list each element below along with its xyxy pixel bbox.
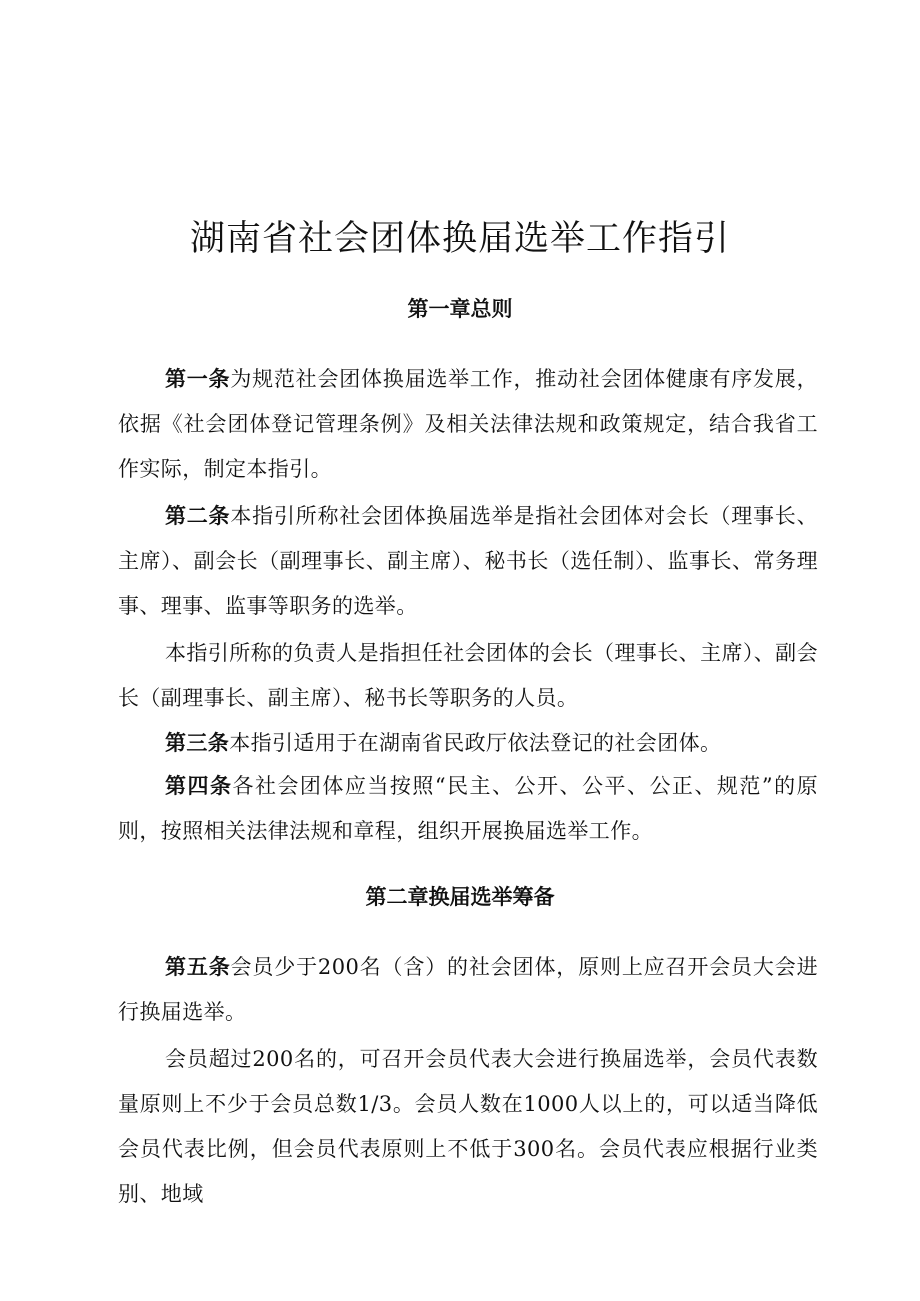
article-text: 会员超过200名的，可召开会员代表大会进行换届选举，会员代表数量原则上不少于会员总数1/3。会员人数在1000人以上的，可以适当降低会员代表比例，但会员代表原则上不低于300名。会员代表应根据行业类别、地域 bbox=[118, 1047, 818, 1206]
article-label: 第二条 bbox=[165, 504, 231, 528]
article-paragraph bbox=[118, 1037, 818, 1217]
article-text: 本指引所称的负责人是指担任社会团体的会长（理事长、主席）、副会长（副理事长、副主席）、秘书长等职务的人员。 bbox=[118, 641, 818, 710]
article-label: 第一条 bbox=[165, 367, 231, 391]
article-text: 会员少于200名（含）的社会团体，原则上应召开会员大会进行换届选举。 bbox=[118, 955, 819, 1024]
article-paragraph bbox=[118, 494, 818, 629]
article-text: 各社会团体应当按照“民主、公开、公平、公正、规范”的原则，按照相关法律法规和章程，组织开展换届选举工作。 bbox=[118, 774, 818, 843]
chapter-heading: 第一章总则 bbox=[407, 297, 513, 321]
article-label: 第五条 bbox=[165, 955, 231, 979]
article-paragraph bbox=[118, 721, 818, 766]
article-paragraph bbox=[118, 631, 818, 721]
article-paragraph bbox=[118, 945, 818, 1035]
article-label: 第四条 bbox=[165, 774, 233, 798]
article-paragraph bbox=[118, 357, 818, 492]
document-title: 湖南省社会团体换届选举工作指引 bbox=[189, 219, 730, 259]
chapter-heading: 第二章换届选举筹备 bbox=[365, 885, 555, 909]
article-text: 本指引适用于在湖南省民政厅依法登记的社会团体。 bbox=[229, 731, 722, 755]
article-paragraph bbox=[118, 764, 818, 854]
article-text: 为规范社会团体换届选举工作，推动社会团体健康有序发展，依据《社会团体登记管理条例》及相关法律法规和政策规定，结合我省工作实际，制定本指引。 bbox=[118, 367, 818, 481]
article-label: 第三条 bbox=[165, 731, 230, 755]
article-text: 本指引所称社会团体换届选举是指社会团体对会长（理事长、主席）、副会长（副理事长、副主席）、秘书长（选任制）、监事长、常务理事、理事、监事等职务的选举。 bbox=[118, 504, 818, 618]
